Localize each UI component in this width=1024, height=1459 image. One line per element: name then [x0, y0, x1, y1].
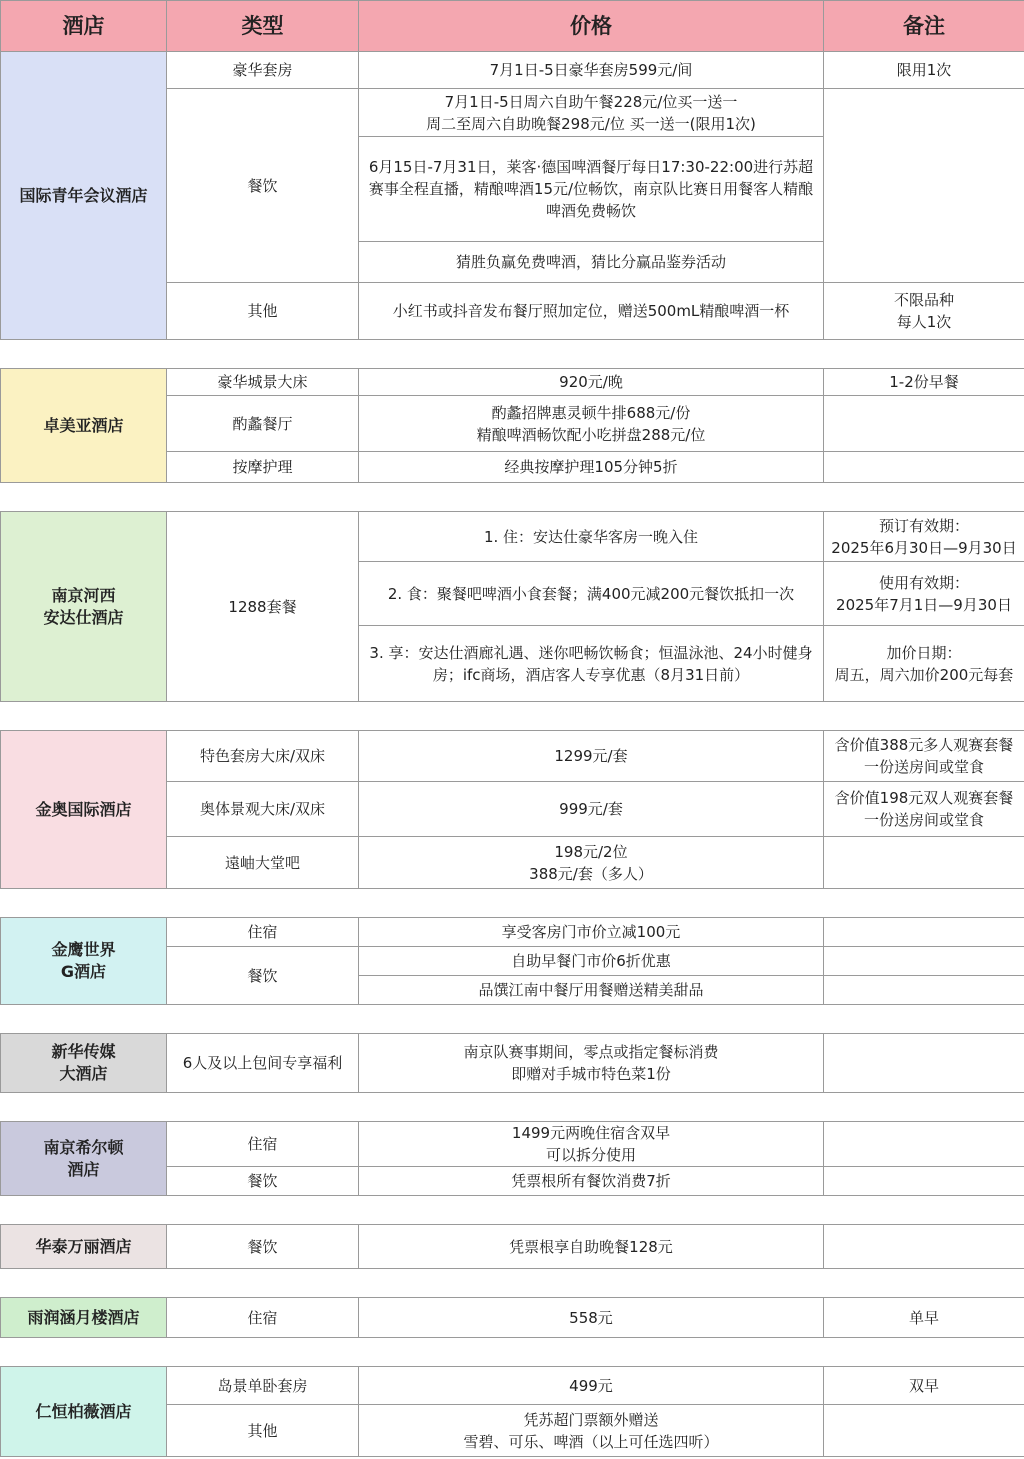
table-row: [1, 1298, 1024, 1338]
hotel-name: 南京河西 安达仕酒店: [1, 512, 167, 702]
type-cell: 餐饮: [167, 947, 359, 1005]
table-row: [1, 1225, 1024, 1269]
table-row: [1, 52, 1024, 89]
price-cell: 7月1日-5日豪华套房599元/间: [359, 52, 824, 89]
price-cell: 南京队赛事期间，零点或指定餐标消费 即赠对手城市特色菜1份: [359, 1034, 824, 1093]
header-price: 价格: [359, 1, 824, 52]
price-cell: 198元/2位 388元/套（多人）: [359, 837, 824, 889]
note-cell: [824, 1405, 1024, 1457]
hotel-name: 雨润涵月楼酒店: [1, 1298, 167, 1338]
note-cell: [824, 89, 1024, 283]
type-cell: 餐饮: [167, 89, 359, 283]
section-gap: [1, 483, 1024, 512]
note-cell: [824, 396, 1024, 452]
type-cell: 餐饮: [167, 1225, 359, 1269]
note-cell: 双早: [824, 1367, 1024, 1405]
type-cell: 特色套房大床/双床: [167, 731, 359, 782]
note-cell: 不限品种 每人1次: [824, 283, 1024, 340]
hotel-name: 金鹰世界 G酒店: [1, 918, 167, 1005]
price-cell: 920元/晚: [359, 369, 824, 396]
price-cell: 凭票根享自助晚餐128元: [359, 1225, 824, 1269]
price-cell: 1499元两晚住宿含双早 可以拆分使用: [359, 1122, 824, 1167]
type-cell: 1288套餐: [167, 512, 359, 702]
hotel-name: 仁恒柏薇酒店: [1, 1367, 167, 1457]
section-gap: [1, 702, 1024, 731]
type-cell: 餐饮: [167, 1167, 359, 1196]
price-cell: 小红书或抖音发布餐厅照加定位，赠送500mL精酿啤酒一杯: [359, 283, 824, 340]
hotel-name: 卓美亚酒店: [1, 369, 167, 483]
table-row: [1, 1122, 1024, 1167]
price-cell: 558元: [359, 1298, 824, 1338]
note-cell: [824, 1225, 1024, 1269]
note-cell: [824, 1034, 1024, 1093]
note-cell: 限用1次: [824, 52, 1024, 89]
note-cell: [824, 1167, 1024, 1196]
type-cell: 豪华城景大床: [167, 369, 359, 396]
type-cell: 奥体景观大床/双床: [167, 782, 359, 837]
note-cell: [824, 918, 1024, 947]
type-cell: 住宿: [167, 1298, 359, 1338]
type-cell: 其他: [167, 283, 359, 340]
price-cell: 6月15日-7月31日，莱客·德国啤酒餐厅每日17:30-22:00进行苏超赛事全程直播，精酿啤酒15元/位畅饮，南京队比赛日用餐客人精酿啤酒免费畅饮: [359, 137, 824, 242]
type-cell: 豪华套房: [167, 52, 359, 89]
price-cell: 享受客房门市价立减100元: [359, 918, 824, 947]
hotel-name: 南京希尔顿 酒店: [1, 1122, 167, 1196]
price-cell: 7月1日-5日周六自助午餐228元/位买一送一 周二至周六自助晚餐298元/位 买一送一(限用1次): [359, 89, 824, 137]
type-cell: 按摩护理: [167, 452, 359, 483]
table-row: [1, 512, 1024, 562]
header-note: 备注: [824, 1, 1024, 52]
table-row: [1, 731, 1024, 782]
hotel-name: 金奥国际酒店: [1, 731, 167, 889]
type-cell: 遠岫大堂吧: [167, 837, 359, 889]
price-cell: 凭票根所有餐饮消费7折: [359, 1167, 824, 1196]
section-gap: [1, 1196, 1024, 1225]
price-cell: 1. 住：安达仕豪华客房一晚入住: [359, 512, 824, 562]
type-cell: 其他: [167, 1405, 359, 1457]
price-cell: 经典按摩护理105分钟5折: [359, 452, 824, 483]
price-cell: 3. 享：安达仕酒廊礼遇、迷你吧畅饮畅食；恒温泳池、24小时健身房；ifc商场，酒店客人专享优惠（8月31日前）: [359, 626, 824, 702]
table-row: [1, 369, 1024, 396]
section-gap: [1, 1005, 1024, 1034]
section-gap: [1, 1093, 1024, 1122]
note-cell: 含价值198元双人观赛套餐一份送房间或堂食: [824, 782, 1024, 837]
header-row: [1, 1, 1024, 52]
note-cell: [824, 947, 1024, 976]
section-gap: [1, 340, 1024, 369]
table-row: [1, 918, 1024, 947]
type-cell: 酌蠡餐厅: [167, 396, 359, 452]
hotel-name: 国际青年会议酒店: [1, 52, 167, 340]
price-cell: 猜胜负赢免费啤酒，猜比分赢品鉴券活动: [359, 242, 824, 283]
section-gap: [1, 1338, 1024, 1367]
price-cell: 酌蠡招牌惠灵顿牛排688元/份 精酿啤酒畅饮配小吃拼盘288元/位: [359, 396, 824, 452]
price-cell: 1299元/套: [359, 731, 824, 782]
price-cell: 凭苏超门票额外赠送 雪碧、可乐、啤酒（以上可任选四听）: [359, 1405, 824, 1457]
hotel-name: 新华传媒 大酒店: [1, 1034, 167, 1093]
price-cell: 品馔江南中餐厅用餐赠送精美甜品: [359, 976, 824, 1005]
type-cell: 6人及以上包间专享福利: [167, 1034, 359, 1093]
header-hotel: 酒店: [1, 1, 167, 52]
table-row: [1, 1034, 1024, 1093]
note-cell: [824, 1122, 1024, 1167]
price-cell: 499元: [359, 1367, 824, 1405]
note-cell: 单早: [824, 1298, 1024, 1338]
price-cell: 2. 食：聚餐吧啤酒小食套餐；满400元减200元餐饮抵扣一次: [359, 562, 824, 626]
section-gap: [1, 1269, 1024, 1298]
note-cell: [824, 837, 1024, 889]
note-cell: [824, 452, 1024, 483]
type-cell: 住宿: [167, 1122, 359, 1167]
note-cell: 加价日期： 周五，周六加价200元每套: [824, 626, 1024, 702]
hotel-name: 华泰万丽酒店: [1, 1225, 167, 1269]
header-type: 类型: [167, 1, 359, 52]
note-cell: [824, 976, 1024, 1005]
note-cell: 预订有效期： 2025年6月30日—9月30日: [824, 512, 1024, 562]
note-cell: 含价值388元多人观赛套餐一份送房间或堂食: [824, 731, 1024, 782]
type-cell: 住宿: [167, 918, 359, 947]
note-cell: 1-2份早餐: [824, 369, 1024, 396]
note-cell: 使用有效期： 2025年7月1日—9月30日: [824, 562, 1024, 626]
type-cell: 岛景单卧套房: [167, 1367, 359, 1405]
table-row: [1, 1367, 1024, 1405]
section-gap: [1, 889, 1024, 918]
price-cell: 自助早餐门市价6折优惠: [359, 947, 824, 976]
price-cell: 999元/套: [359, 782, 824, 837]
